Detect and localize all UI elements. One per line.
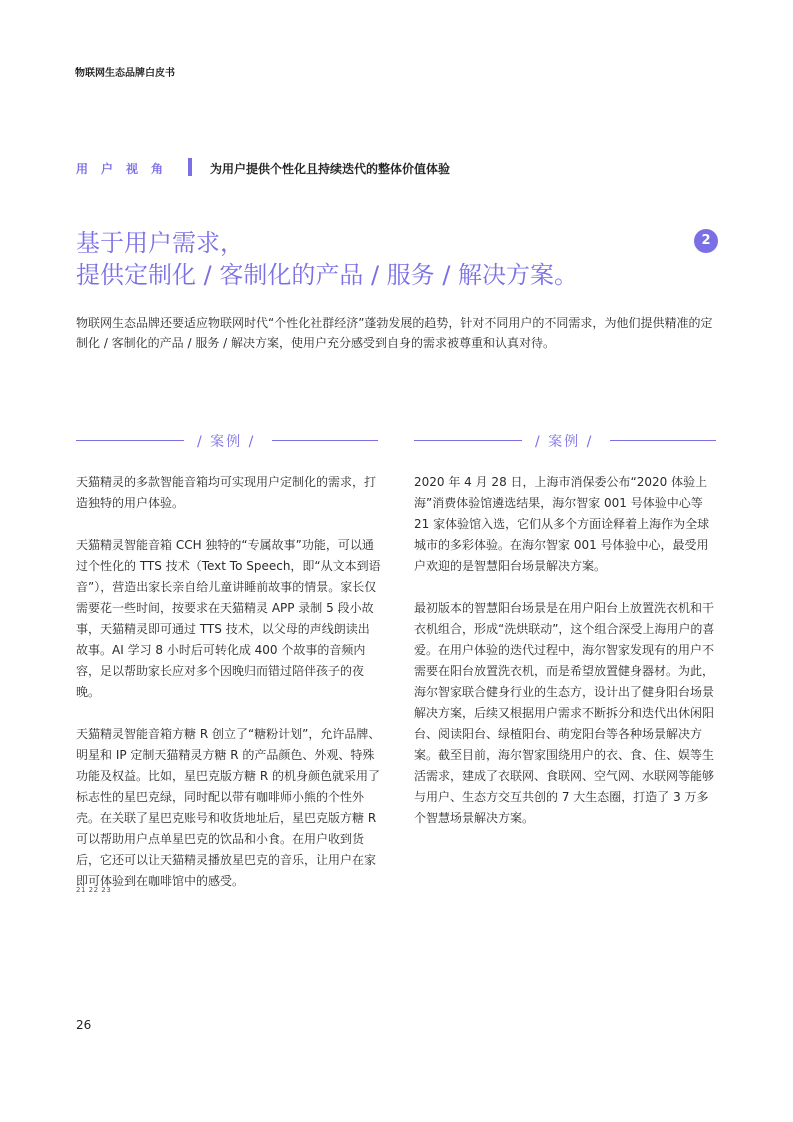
case-header-line-left [76,440,184,441]
section-label: 用户视角 [76,162,177,176]
headline-line-2: 提供定制化 / 客制化的产品 / 服务 / 解决方案。 [76,261,579,289]
section-divider-bar [188,158,192,176]
left-paragraph-1: 天猫精灵的多款智能音箱均可实现用户定制化的需求，打造独特的用户体验。 [76,475,377,510]
right-column [414,472,719,829]
left-paragraph-3: 天猫精灵智能音箱方糖 R 创立了“糖粉计划”，允许品牌、明星和 IP 定制天猫精灵方糖 R 的产品颜色、外观、特殊功能及权益。比如，星巴克版方糖 R 的机身颜色就采用了标志性的星巴克绿，同时配以带有咖啡师小熊的个性外壳。在关联了星巴克账号和收货地址后，星巴克版方糖 R 可以帮助用户点单星巴克的饮品和小食。在用户收到货后，它还可以让天猫精灵播放星巴克的音乐，让用户在家即可体验到在咖啡馆中的感受。 [76,727,381,888]
page-headline [76,227,696,291]
right-paragraph-1: 2020 年 4 月 28 日，上海市消保委公布“2020 体验上海”消费体验馆遴选结果，海尔智家 001 号体验中心等 21 家体验馆入选，它们从多个方面诠释着上海作为全球城市的多彩体验。在海尔智家 001 号体验中心，最受用户欢迎的是智慧阳台场景解决方案。 [414,475,710,573]
right-paragraph-2: 最初版本的智慧阳台场景是在用户阳台上放置洗衣机和干衣机组合，形成“洗烘联动”，这个组合深受上海用户的喜爱。在用户体验的迭代过程中，海尔智家发现有的用户不需要在阳台放置洗衣机，而是希望放置健身器材。为此，海尔智家联合健身行业的生态方，设计出了健身阳台场景解决方案，后续又根据用户需求不断拆分和迭代出休闲阳台、阅读阳台、绿植阳台、萌宠阳台等各种场景解决方案。截至目前，海尔智家围绕用户的衣、食、住、娱等生活需求，建成了衣联网、食联网、空气网、水联网等能够与用户、生态方交互共创的 7 大生态圈，打造了 3 万多个智慧场景解决方案。 [414,601,715,825]
left-column [76,472,381,892]
case-header-line-right [610,440,716,441]
section-number-badge: 2 [694,229,718,253]
case-header-line-right [272,440,378,441]
document-title: 物联网生态品牌白皮书 [75,68,175,79]
section-description: 为用户提供个性化且持续迭代的整体价值体验 [210,162,451,176]
intro-paragraph: 物联网生态品牌还要适应物联网时代“个性化社群经济”蓬勃发展的趋势，针对不同用户的不同需求，为他们提供精准的定制化 / 客制化的产品 / 服务 / 解决方案，使用户充分感受到自身的需求被尊重和认真对待。 [76,316,713,350]
headline-line-1: 基于用户需求， [76,229,244,257]
left-paragraph-2: 天猫精灵智能音箱 CCH 独特的“专属故事”功能，可以通过个性化的 TTS 技术（Text To Speech，即“从文本到语音”），营造出家长亲自给儿童讲睡前故事的情景。家长仅需要花一些时间，按要求在天猫精灵 APP 录制 5 段小故事，天猫精灵即可通过 TTS 技术，以父母的声线朗读出故事。AI 学习 8 小时后可转化成 400 个故事的音频内容，足以帮助家长应对多个因晚归而错过陪伴孩子的夜晚。 [76,538,381,699]
right-case-header [414,431,716,451]
case-header-label: / 案例 / [535,434,594,450]
left-case-header [76,431,378,451]
case-header-label: / 案例 / [197,434,256,450]
footnote-references: 21 22 23 [76,886,112,894]
case-header-line-left [414,440,522,441]
page-number: 26 [76,1018,92,1032]
